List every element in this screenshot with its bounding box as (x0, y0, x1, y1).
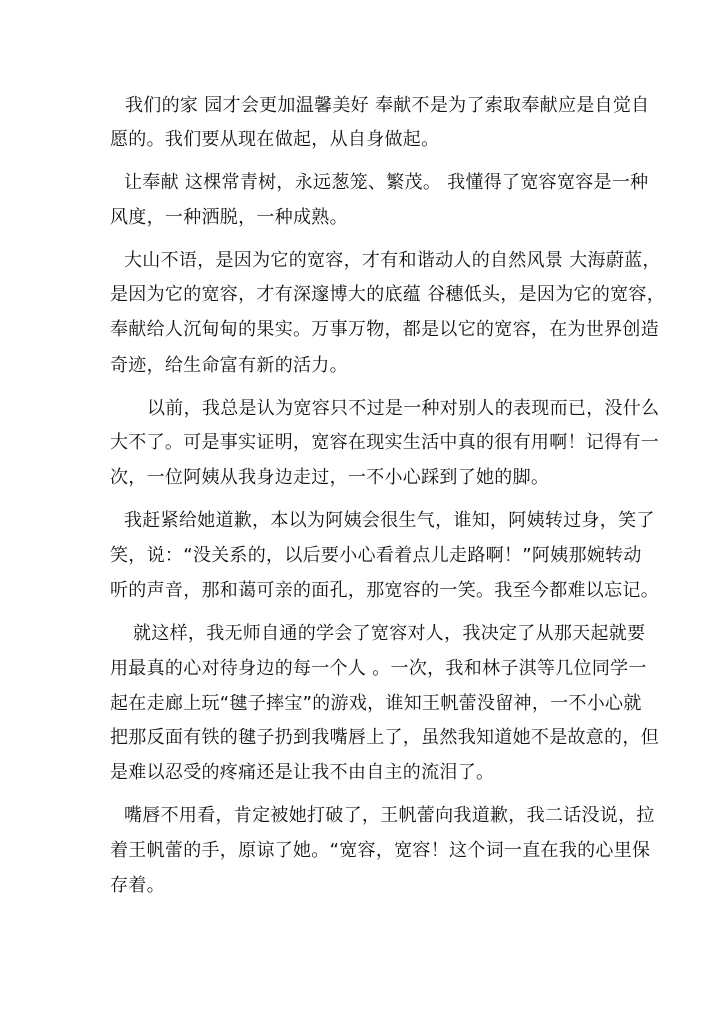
text-line: 是因为它的宽容，才有深邃博大的底蕴 谷穗低头，是因为它的宽容， (110, 284, 666, 305)
text-line: 笑，说：“没关系的，以后要小心看着点儿走路啊！”阿姨那婉转动 (110, 545, 642, 566)
text-line: 次，一位阿姨从我身边走过，一不小心踩到了她的脚。 (110, 467, 550, 488)
text-line: 听的声音，那和蔼可亲的面孔，那宽容的一笑。我至今都难以忘记。 (110, 580, 659, 601)
text-line: 起在走廊上玩“毽子摔宝”的游戏，谁知王帆蕾没留神，一不小心就 (110, 693, 642, 714)
text-line: 存着。 (110, 875, 165, 896)
text-line: 是难以忍受的疼痛还是让我不由自主的流泪了。 (110, 762, 495, 783)
text-line: 嘴唇不用看，肯定被她打破了，王帆蕾向我道歉，我二话没说，拉 (124, 805, 655, 826)
text-line: 奉献给人沉甸甸的果实。万事万物，都是以它的宽容，在为世界创造 (110, 319, 659, 340)
text-line: 把那反面有铁的毽子扔到我嘴唇上了，虽然我知道她不是故意的，但 (110, 727, 659, 748)
text-line: 就这样，我无师自通的学会了宽容对人，我决定了从那天起就要 (133, 623, 646, 644)
text-line: 我们的家 园才会更加温馨美好 奉献不是为了索取奉献应是自觉自 (125, 95, 650, 116)
text-line: 着王帆蕾的手，原谅了她。“宽容，宽容！这个词一直在我的心里保 (110, 840, 651, 861)
text-line: 大不了。可是事实证明，宽容在现实生活中真的很有用啊！记得有一 (110, 432, 659, 453)
text-line: 让奉献 这棵常青树，永远葱笼、繁茂。 我懂得了宽容宽容是一种 (124, 172, 649, 193)
text-line: 风度，一种洒脱，一种成熟。 (110, 207, 348, 228)
text-line: 奇迹，给生命富有新的活力。 (110, 355, 348, 376)
text-line: 以前，我总是认为宽容只不过是一种对别人的表现而已，没什么 (147, 398, 660, 419)
text-line: 我赶紧给她道歉，本以为阿姨会很生气，谁知，阿姨转过身，笑了 (124, 510, 655, 531)
text-line: 大山不语，是因为它的宽容，才有和谐动人的自然风景 大海蔚蓝， (124, 250, 661, 271)
text-line: 用最真的心对待身边的每一个人 。一次，我和林子淇等几位同学一 (110, 658, 647, 679)
text-line: 愿的。我们要从现在做起，从自身做起。 (110, 129, 440, 150)
